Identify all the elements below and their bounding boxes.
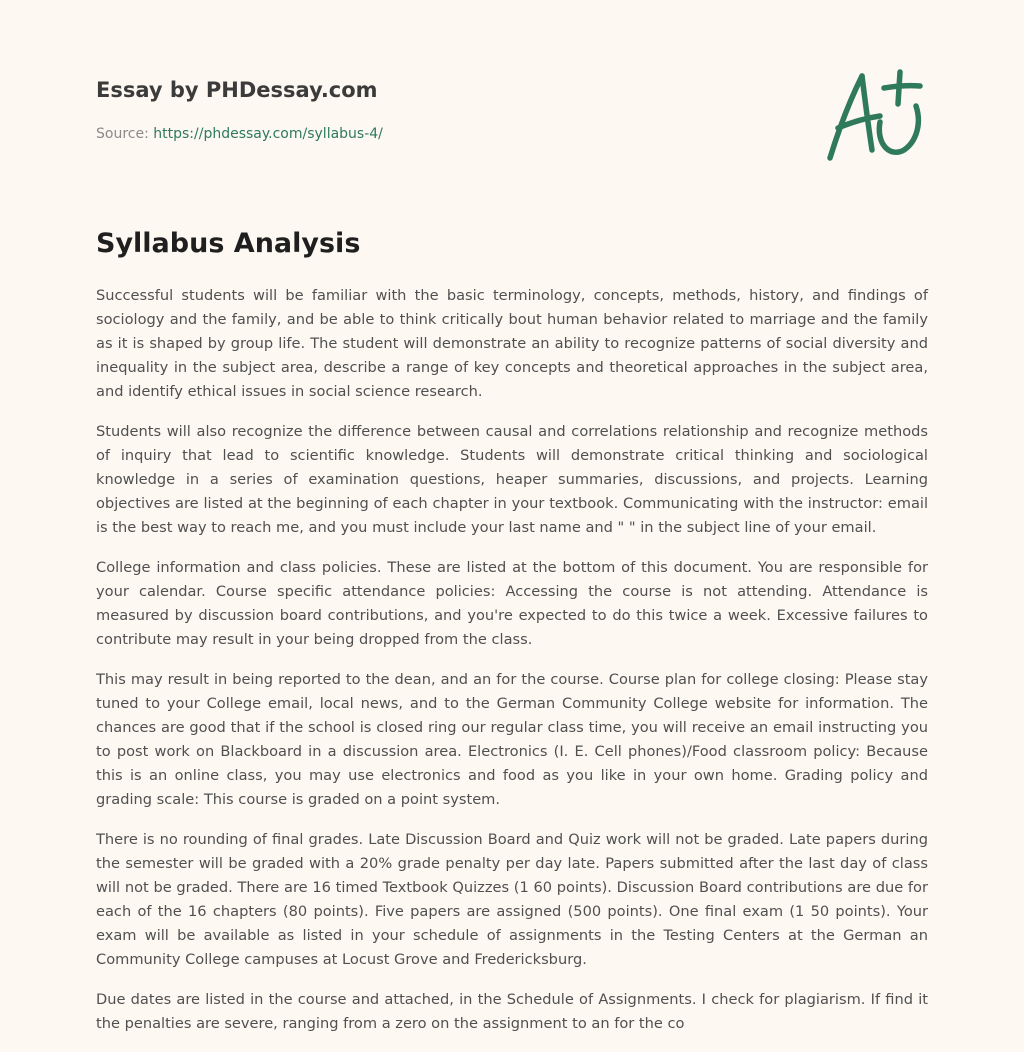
source-label: Source:	[96, 126, 154, 142]
paragraph: Students will also recognize the difference between causal and correlations relationship and recognize methods of inquiry that lead to scientific knowledge. Students will demonstrate critical thinking and sociological knowledge in a series of examination questions, heaper summaries, discussions, and projects. Learning objectives are listed at the beginning of each chapter in your textbook. Communicating with the instructor: email is the best way to reach me, and you must include your last name and " " in the subject line of your email.	[96, 423, 928, 536]
source-link[interactable]: https://phdessay.com/syllabus-4/	[153, 126, 383, 142]
paragraph: College information and class policies. These are listed at the bottom of this document. You are responsible for your calendar. Course specific attendance policies: Accessing the course is not attending. Attendance is measured by discussion board contributions, and you're expected to do this twice a week. Excessive failures to contribute may result in your being dropped from the class.	[96, 559, 928, 648]
paragraph: Successful students will be familiar with the basic terminology, concepts, methods, history, and findings of sociology and the family, and be able to think critically bout human behavior related to marriage and the family as it is shaped by group life. The student will demonstrate an ability to recognize patterns of social diversity and inequality in the subject area, describe a range of key concepts and theoretical approaches in the subject area, and identify ethical issues in social science research.	[96, 287, 928, 400]
site-title: Essay by PHDessay.com	[96, 78, 378, 102]
document-body	[96, 284, 928, 1052]
paragraph: This may result in being reported to the dean, and an for the course. Course plan for college closing: Please stay tuned to your College email, local news, and to the German Community College website for information. The chances are good that if the school is closed ring our regular class time, you will receive an email instructing you to post work on Blackboard in a discussion area. Electronics (I. E. Cell phones)/Food classroom policy: Because this is an online class, you may use electronics and food as you like in your own home. Grading policy and grading scale: This course is graded on a point system.	[96, 671, 928, 808]
page-header	[96, 76, 796, 144]
paragraph: There is no rounding of final grades. Late Discussion Board and Quiz work will not be graded. Late papers during the semester will be graded with a 20% grade penalty per day late. Papers submitted after the last day of class will not be graded. There are 16 timed Textbook Quizzes (1 60 points). Discussion Board contributions are due for each of the 16 chapters (80 points). Five papers are assigned (500 points). One final exam (1 50 points). Your exam will be available as listed in your schedule of assignments in the Testing Centers at the German an Community College campuses at Locust Grove and Fredericksburg.	[96, 831, 928, 968]
document-title: Syllabus Analysis	[96, 228, 361, 259]
a-plus-grade-icon	[818, 66, 930, 166]
paragraph: Due dates are listed in the course and attached, in the Schedule of Assignments. I check for plagiarism. If find it the penalties are severe, ranging from a zero on the assignment to an for the co	[96, 991, 928, 1032]
source-line	[96, 124, 796, 144]
